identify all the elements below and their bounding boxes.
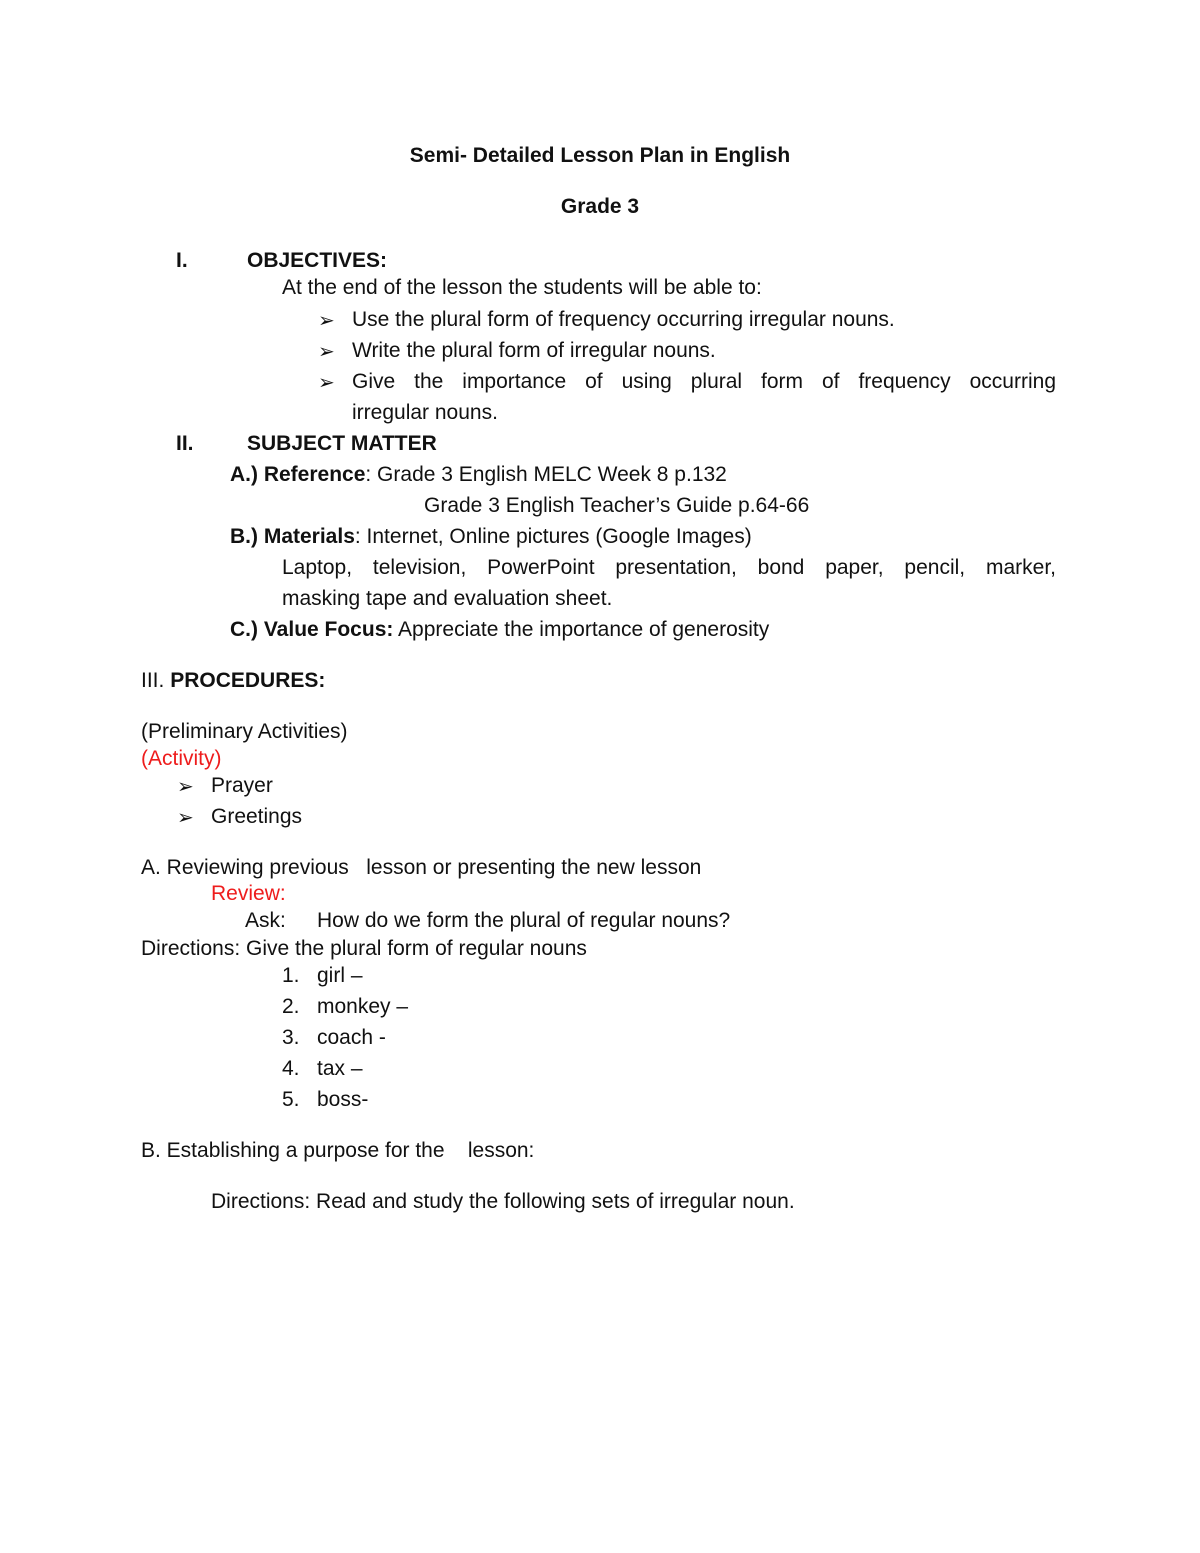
procedures-heading-line — [141, 668, 325, 694]
list-item: boss- — [317, 1088, 369, 1111]
reference-text: : Grade 3 English MELC Week 8 p.132 — [365, 463, 727, 486]
section-b-title: B. Establishing a purpose for the lesson: — [141, 1139, 535, 1162]
preliminary-activities: (Preliminary Activities) — [141, 720, 348, 743]
arrow-bullet-icon: ➢ — [177, 807, 194, 829]
subject-matter-numeral: II. — [176, 432, 194, 455]
reference-line — [230, 462, 727, 488]
grade-heading: Grade 3 — [560, 195, 640, 218]
objectives-heading: OBJECTIVES: — [247, 249, 388, 272]
document-title: Semi- Detailed Lesson Plan in English — [409, 144, 791, 167]
list-item-number: 5. — [282, 1088, 300, 1111]
value-focus-text: Appreciate the importance of generosity — [393, 618, 770, 641]
objectives-intro: At the end of the lesson the students will be able to: — [282, 276, 762, 299]
subject-matter-heading: SUBJECT MATTER — [247, 432, 437, 455]
materials-label: B.) Materials — [230, 525, 355, 548]
review-label: Review: — [211, 882, 286, 905]
review-directions: Directions: Give the plural form of regular nouns — [141, 937, 587, 960]
materials-line-3: masking tape and evaluation sheet. — [282, 587, 613, 610]
list-item: monkey – — [317, 995, 409, 1018]
list-item-number: 3. — [282, 1026, 300, 1049]
arrow-bullet-icon: ➢ — [177, 776, 194, 798]
arrow-bullet-icon: ➢ — [318, 341, 335, 363]
list-item-number: 2. — [282, 995, 300, 1018]
objective-item: Give the importance of using plural form of frequency occurring — [352, 370, 1056, 393]
list-item: coach - — [317, 1026, 386, 1049]
objective-item-continued: irregular nouns. — [352, 401, 498, 424]
activity-label: (Activity) — [141, 747, 222, 770]
reference-label: A.) Reference — [230, 463, 366, 486]
materials-line-2: Laptop, television, PowerPoint presentation, bond paper, pencil, marker, — [282, 556, 1056, 579]
reference-text-2: Grade 3 English Teacher’s Guide p.64-66 — [424, 494, 810, 517]
value-focus-line — [230, 617, 769, 643]
objective-item: Use the plural form of frequency occurring irregular nouns. — [352, 308, 895, 331]
section-a-title: A. Reviewing previous lesson or presenting the new lesson — [141, 856, 702, 879]
value-focus-label: C.) Value Focus: — [230, 618, 394, 641]
list-item: girl – — [317, 964, 363, 987]
objective-item: Write the plural form of irregular nouns. — [352, 339, 716, 362]
ask-question: How do we form the plural of regular nouns? — [317, 909, 731, 932]
activity-item: Prayer — [211, 774, 273, 797]
list-item-number: 1. — [282, 964, 300, 987]
materials-line — [230, 524, 752, 550]
activity-item: Greetings — [211, 805, 303, 828]
procedures-numeral: III. — [141, 669, 171, 692]
procedures-heading: PROCEDURES: — [170, 669, 326, 692]
list-item-number: 4. — [282, 1057, 300, 1080]
materials-text: : Internet, Online pictures (Google Images) — [354, 525, 752, 548]
arrow-bullet-icon: ➢ — [318, 372, 335, 394]
arrow-bullet-icon: ➢ — [318, 310, 335, 332]
list-item: tax – — [317, 1057, 363, 1080]
objectives-numeral: I. — [176, 249, 188, 272]
section-b-directions: Directions: Read and study the following sets of irregular noun. — [211, 1190, 795, 1213]
ask-label: Ask: — [245, 909, 286, 932]
